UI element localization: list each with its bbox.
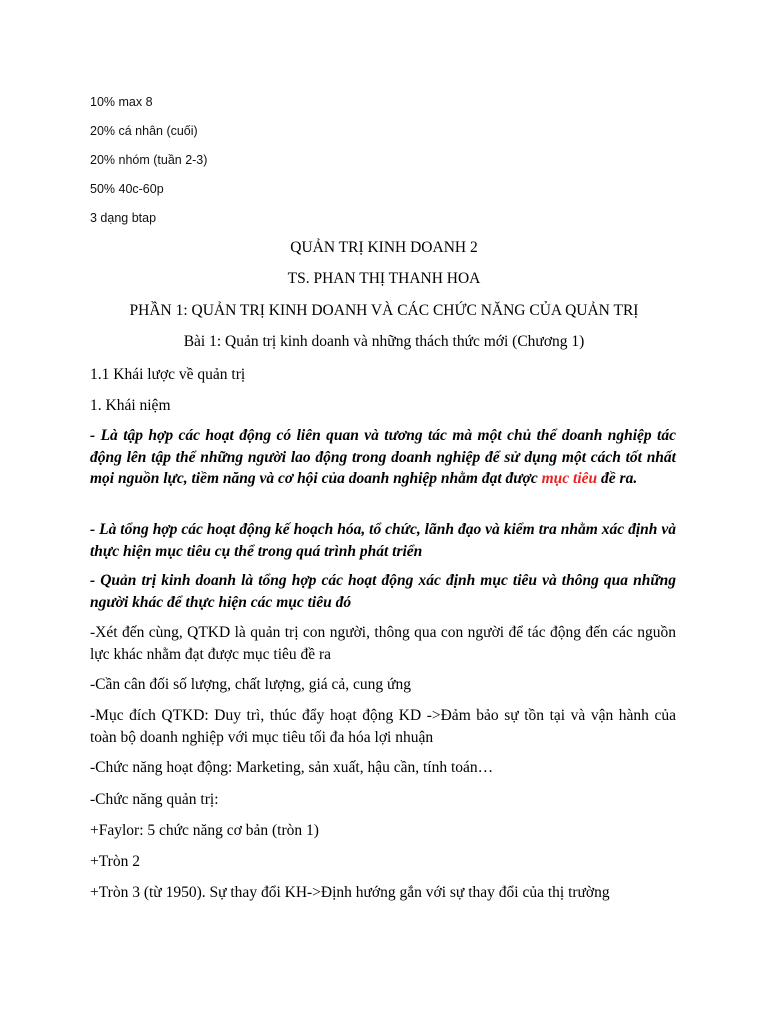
- lesson-title: Bài 1: Quản trị kinh doanh và những thách thức mới (Chương 1): [183, 333, 585, 350]
- note-line: 50% 40c-60p: [90, 182, 164, 196]
- note-line: 10% max 8: [90, 95, 153, 109]
- definition-3: - Quản trị kinh doanh là tổng hợp các hoạt động xác định mục tiêu và thông qua những người khác để thực hiện các mục tiêu đó: [90, 572, 676, 611]
- body-paragraph: +Tròn 2: [90, 853, 140, 870]
- definition-1-highlight: mục tiêu: [541, 470, 598, 487]
- note-line: 20% nhóm (tuần 2-3): [90, 153, 208, 167]
- section-heading: 1.1 Khái lược về quản trị: [90, 366, 246, 383]
- note-line: 20% cá nhân (cuối): [90, 124, 198, 138]
- body-paragraph: -Chức năng quản trị:: [90, 791, 219, 808]
- course-title: QUẢN TRỊ KINH DOANH 2: [290, 239, 478, 256]
- body-paragraph: +Faylor: 5 chức năng cơ bản (tròn 1): [90, 822, 319, 839]
- definition-1: [90, 425, 676, 490]
- body-paragraph: -Cần cân đối số lượng, chất lượng, giá cả, cung ứng: [90, 676, 411, 693]
- note-line: 3 dạng btap: [90, 211, 157, 225]
- body-paragraph: -Mục đích QTKD: Duy trì, thúc đẩy hoạt động KD ->Đảm bảo sự tồn tại và vận hành của toàn bộ doanh nghiệp với mục tiêu tối đa hóa lợi nhuận: [90, 707, 676, 746]
- part-title: PHẦN 1: QUẢN TRỊ KINH DOANH VÀ CÁC CHỨC NĂNG CỦA QUẢN TRỊ: [129, 302, 639, 319]
- lecturer-name: TS. PHAN THỊ THANH HOA: [287, 270, 481, 287]
- sub-heading: 1. Khái niệm: [90, 397, 171, 414]
- body-paragraph: -Chức năng hoạt động: Marketing, sản xuất, hậu cần, tính toán…: [90, 759, 494, 776]
- body-paragraph: +Tròn 3 (từ 1950). Sự thay đổi KH->Định hướng gắn với sự thay đổi của thị trường: [90, 884, 610, 901]
- definition-2: - Là tổng hợp các hoạt động kế hoạch hóa, tổ chức, lãnh đạo và kiểm tra nhằm xác định và thực hiện mục tiêu cụ thể trong quá trình phát triển: [90, 521, 676, 560]
- definition-1-end: đề ra.: [597, 470, 638, 487]
- body-paragraph: -Xét đến cùng, QTKD là quản trị con người, thông qua con người để tác động đến các nguồn lực khác nhằm đạt được mục tiêu đề ra: [90, 624, 676, 663]
- definition-1-text: - Là tập hợp các hoạt động có liên quan và tương tác mà một chủ thể doanh nghiệp tác động lên tập thể những người lao động trong doanh nghiệp để sử dụng một cách tốt nhất mọi nguồn lực, tiềm năng và cơ hội của doanh nghiệp nhằm đạt được: [90, 427, 676, 487]
